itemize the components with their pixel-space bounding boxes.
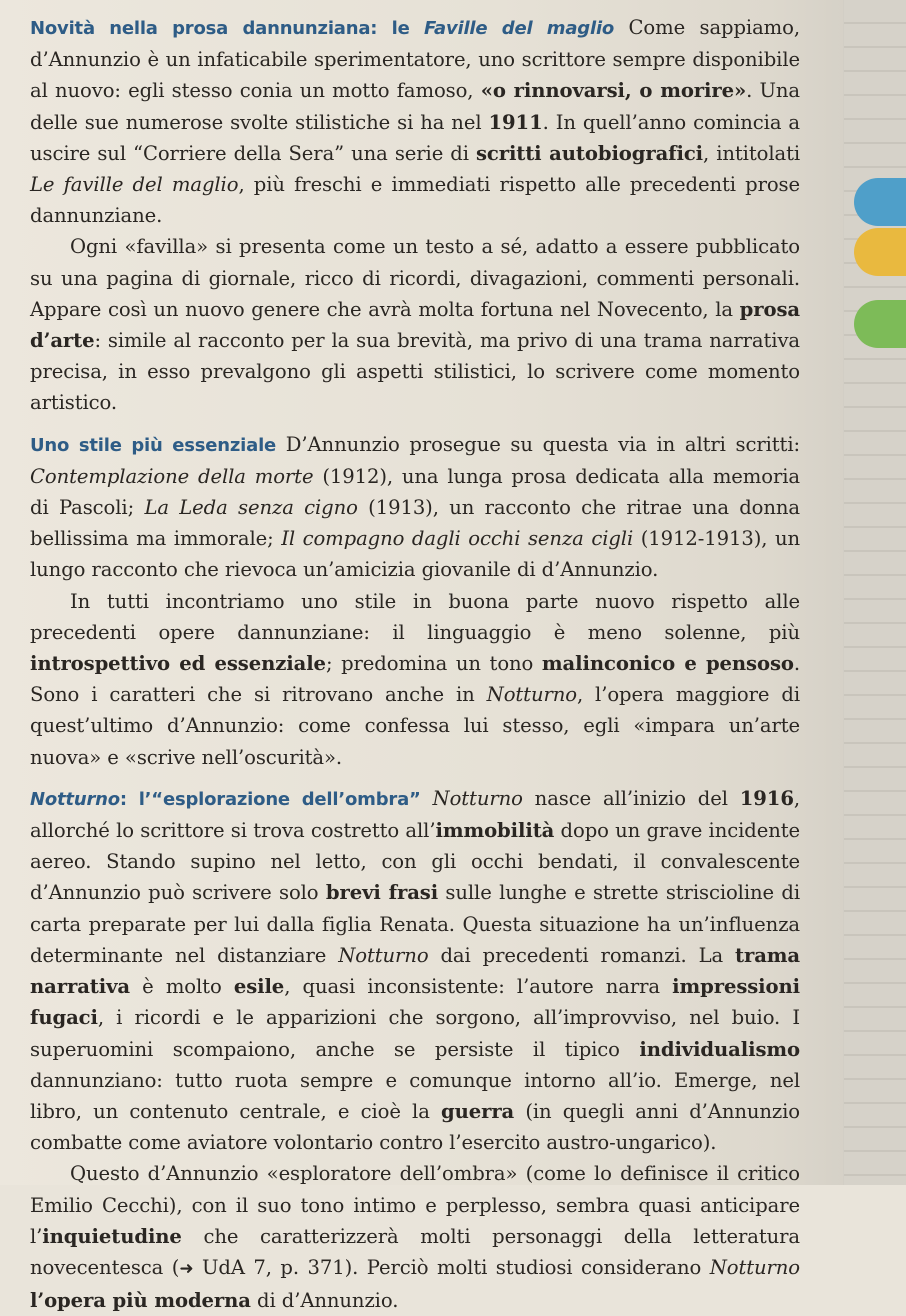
section3-paragraph2: Questo d’Annunzio «esploratore dell’ombra» (come lo definisce il critico Emilio Cecchi), con il suo tono intimo e perplesso, sembra quasi anticipare l’inquietudine che caratterizzerà molti personaggi della letteratura novecentesca (➜ UdA 7, p. 371). Perciò molti studiosi considerano Notturno l’opera più moderna di d’Annunzio. [30,1162,800,1313]
section3-heading: Notturno: l’“esplorazione dell’ombra” [30,788,421,810]
section3-paragraph1: Notturno: l’“esplorazione dell’ombra” Notturno nasce all’inizio del 1916, allorché lo scrittore si trova costretto all’immobilità dopo un grave incidente aereo. Stando supino nel letto, con gli occhi bendati, il convalescente d’Annunzio può scrivere solo brevi frasi sulle lunghe e strette striscioline di carta preparate per lui dalla figlia Renata. Questa situazione ha un’influenza determinante nel distanziare Notturno dai precedenti romanzi. La trama narrativa è molto esile, quasi inconsistente: l’autore narra impressioni fugaci, i ricordi e le apparizioni che sorgono, all’improvviso, nel buio. I superuomini scompaiono, anche se persiste il tipico individualismo dannunziano: tutto ruota sempre e comunque intorno all’io. Emerge, nel libro, un contenuto centrale, e cioè la guerra (in quegli anni d’Annunzio combatte come aviatore volontario contro l’esercito austro-ungarico). [30,786,801,1155]
arrow-right-icon: ➜ [179,1258,194,1279]
yellow-index-tab [854,228,906,276]
section2-heading: Uno stile più essenziale [30,434,277,456]
section1-paragraph2: Ogni «favilla» si presenta come un testo a sé, adatto a essere pubblicato su una pagina di giornale, ricco di ricordi, divagazioni, commenti personali. Appare così un nuovo genere che avrà molta fortuna nel Novecento, la prosa d’arte: simile al racconto per la sua brevità, ma privo di una trama narrativa precisa, in esso prevalgono gli aspetti stilistici, lo scrivere come momento artistico. [30,235,800,415]
page-margin-edge [843,0,906,1185]
green-index-tab [854,300,906,348]
body-text [30,12,800,1316]
section1-heading: Novità nella prosa dannunziana: le Faville del maglio [30,18,615,39]
blue-index-tab [854,178,906,226]
section1-paragraph1: Novità nella prosa dannunziana: le Faville del maglio Come sappiamo, d’Annunzio è un infaticabile sperimentatore, uno scrittore sempre disponibile al nuovo: egli stesso conia un motto famoso, «o rinnovarsi, o morire». Una delle sue numerose svolte stilistiche si ha nel 1911. In quell’anno comincia a uscire sul “Corriere della Sera” una serie di scritti autobiografici, intitolati Le faville del maglio, più freschi e immediati rispetto alle precedenti prose dannunziane. [30,16,801,228]
section2-paragraph2: In tutti incontriamo uno stile in buona parte nuovo rispetto alle precedenti opere dannunziane: il linguaggio è meno solenne, più introspettivo ed essenziale; predomina un tono malinconico e pensoso. Sono i caratteri che si ritrovano anche in Notturno, l’opera maggiore di quest’ultimo d’Annunzio: come confessa lui stesso, egli «impara un’arte nuova» e «scrive nell’oscurità». [30,589,801,769]
section2-paragraph1: Uno stile più essenziale D’Annunzio prosegue su questa via in altri scritti: Contemplazione della morte (1912), una lunga prosa dedicata alla memoria di Pascoli; La Leda senza cigno (1913), un racconto che ritrae una donna bellissima ma immorale; Il compagno dagli occhi senza cigli (1912-1913), un lungo racconto che rievoca un’amicizia giovanile di d’Annunzio. [30,432,801,582]
